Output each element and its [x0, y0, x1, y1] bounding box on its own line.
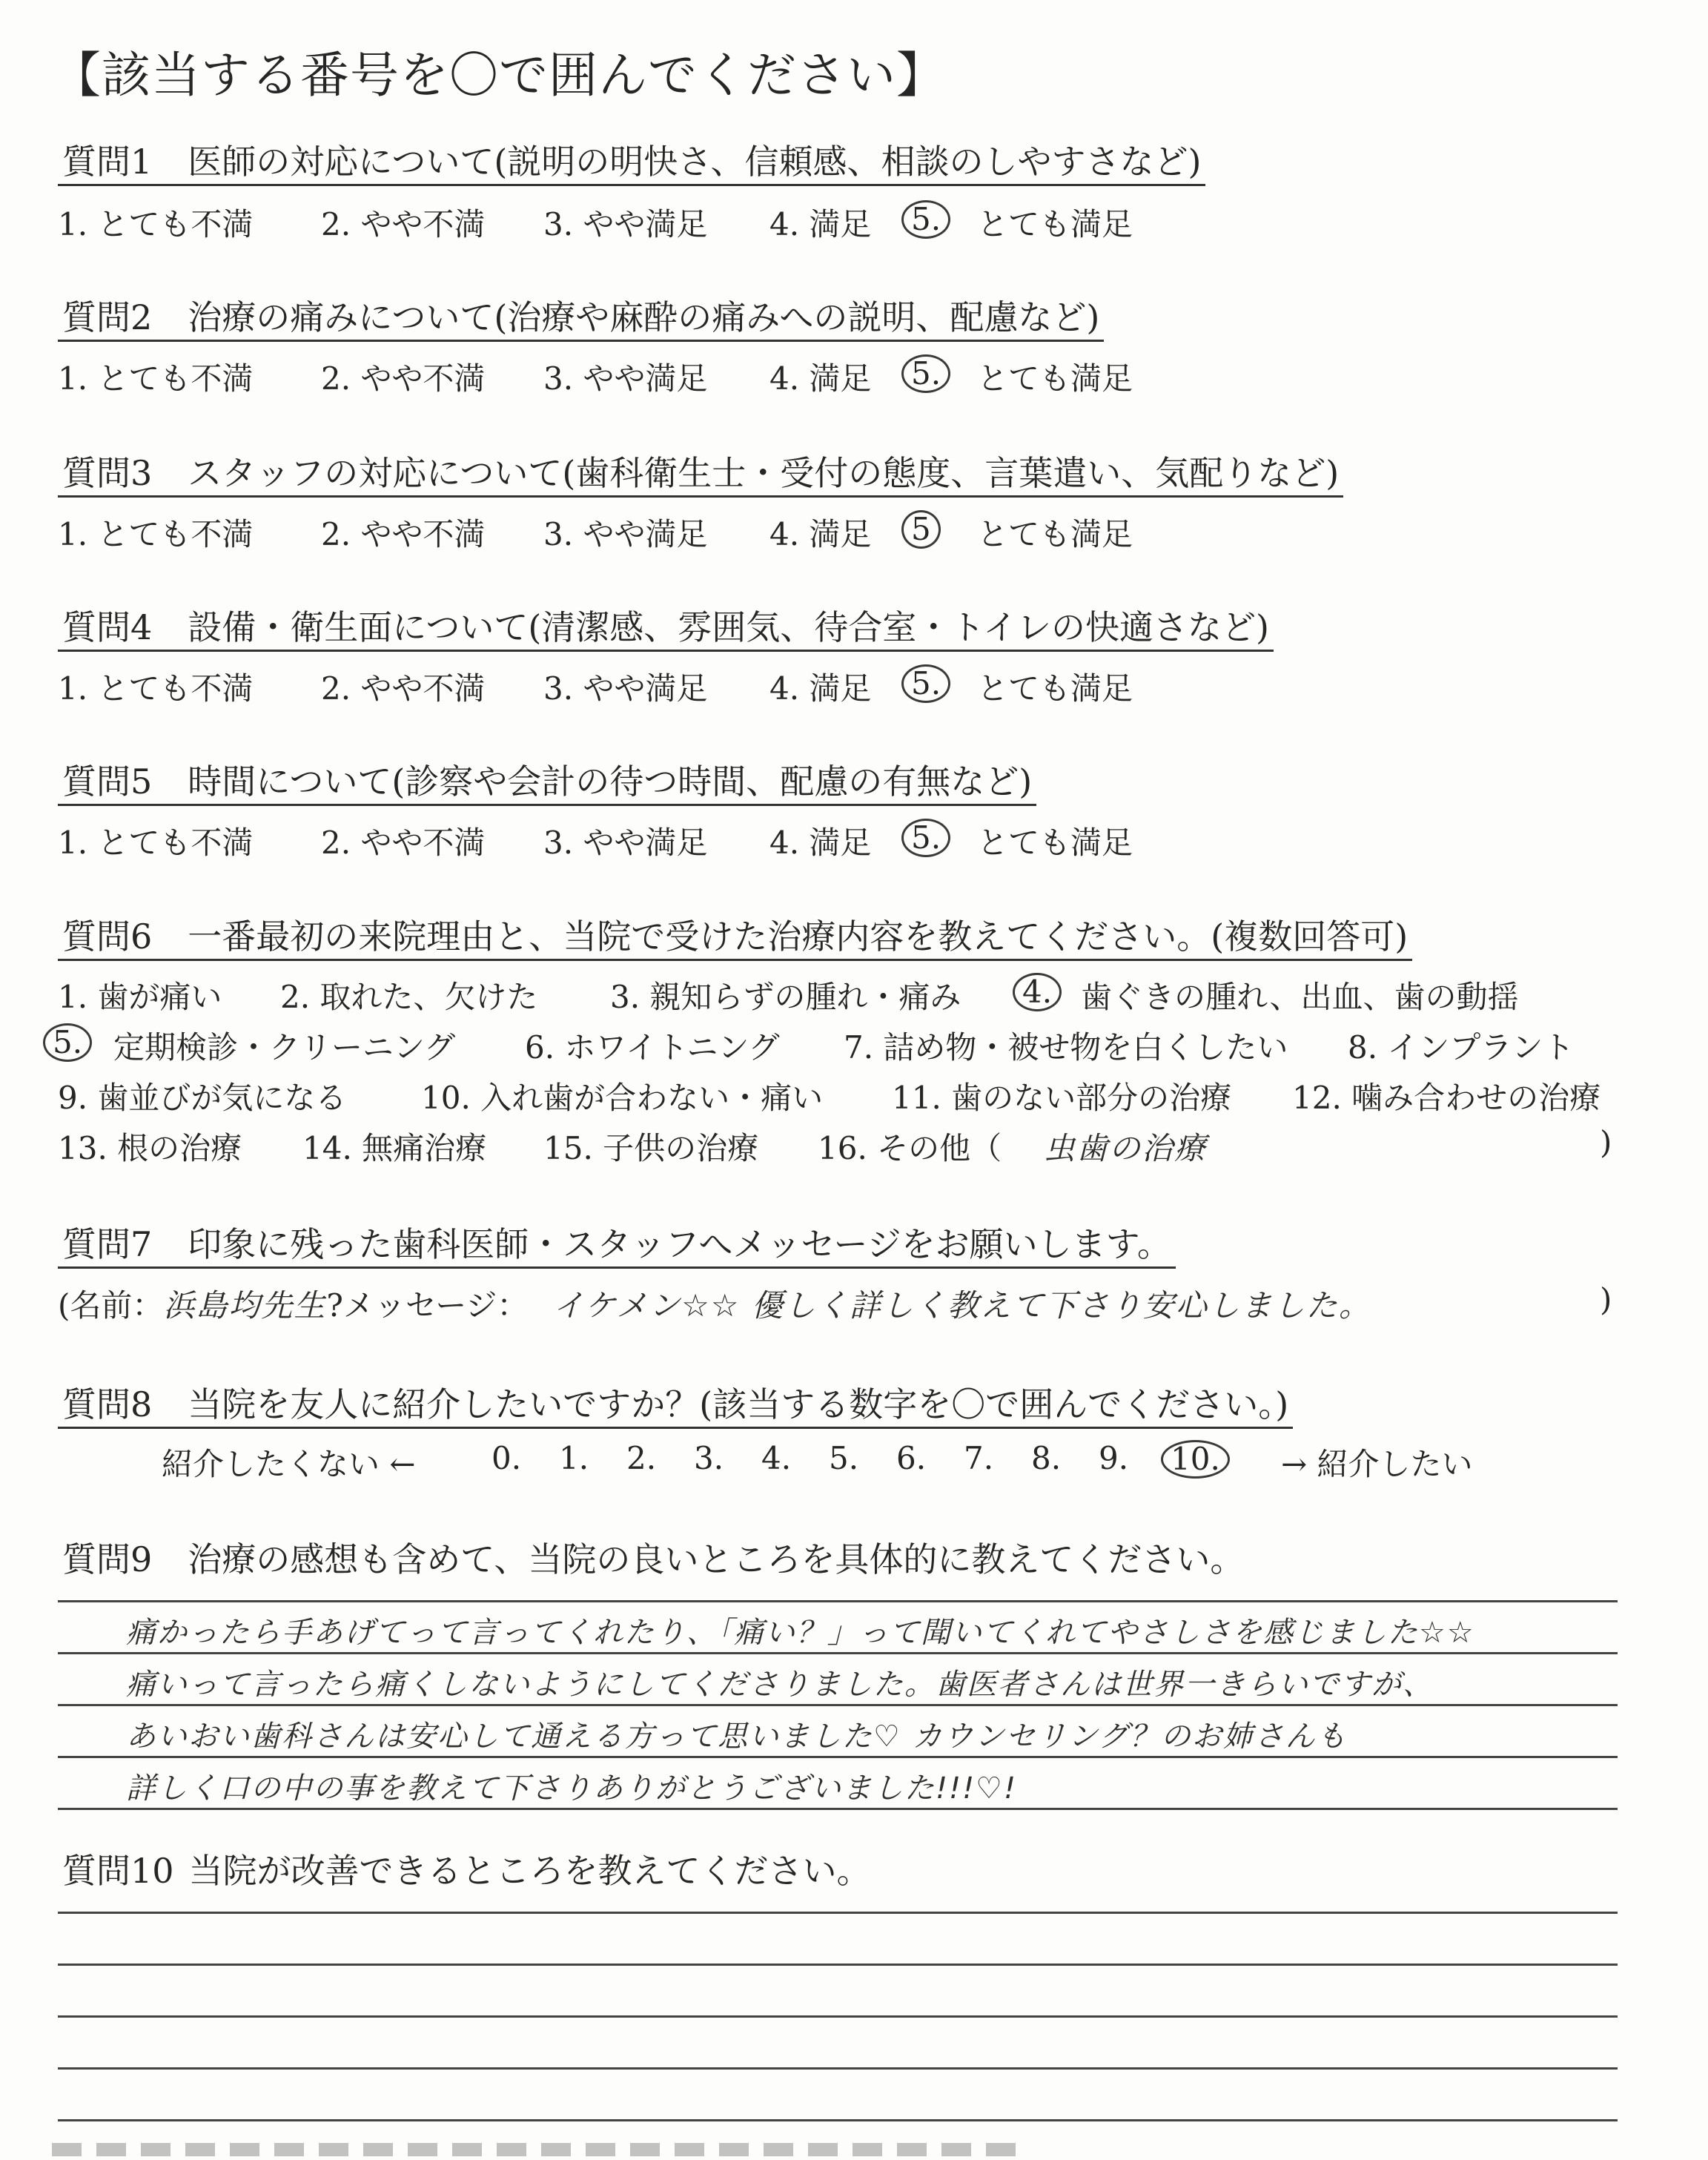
q9-answer-line-3[interactable]: あいおい歯科さんは安心して通える方って思いました♡ カウンセリング？のお姉さんも — [126, 1720, 1348, 1754]
question-number: 質問8 — [62, 1384, 153, 1424]
option-4[interactable]: 4. 満足 — [769, 516, 872, 552]
q9-answer-line-2[interactable]: 痛いって言ったら痛くしないようにしてくださりました。歯医者さんは世界一きらいですが、 — [126, 1668, 1434, 1702]
option-4[interactable]: 4. 満足 — [769, 360, 872, 397]
question-number: 質問5 — [62, 762, 153, 802]
option[interactable]: 6. ホワイトニング — [525, 1029, 780, 1066]
question-number: 質問10 — [62, 1851, 174, 1891]
scale-7[interactable]: 7. — [964, 1440, 994, 1476]
option[interactable]: 14. 無痛治療 — [302, 1130, 487, 1166]
option-5-label: とても満足 — [977, 516, 1133, 552]
question-number: 質問1 — [62, 142, 153, 182]
answer-rule — [58, 1600, 1618, 1602]
question-text: 印象に残った歯科医師・スタッフへメッセージをお願いします。 — [188, 1224, 1171, 1264]
scale-9[interactable]: 9. — [1099, 1440, 1129, 1476]
question-5 — [58, 761, 1036, 806]
answer-rule — [58, 1808, 1618, 1810]
scale-2[interactable]: 2. — [626, 1440, 657, 1476]
option-3[interactable]: 3. やや満足 — [543, 206, 708, 242]
option-2[interactable]: 2. やや不満 — [321, 825, 486, 861]
question-number: 質問9 — [62, 1539, 153, 1579]
question-8 — [58, 1384, 1293, 1429]
option-4[interactable]: 4. 満足 — [769, 825, 872, 861]
question-text: 治療の感想も含めて、当院の良いところを具体的に教えてください。 — [188, 1539, 1245, 1579]
option-1[interactable]: 1. とても不満 — [58, 516, 254, 552]
option-1[interactable]: 1. とても不満 — [58, 206, 254, 242]
scale-5[interactable]: 5. — [829, 1440, 859, 1476]
option-4[interactable]: 4. 満足 — [769, 670, 872, 707]
question-text: 当院が改善できるところを教えてください。 — [188, 1851, 871, 1891]
option[interactable]: 9. 歯並びが気になる — [58, 1080, 347, 1116]
option-5-selected[interactable]: 5. — [901, 819, 950, 857]
other-answer-handwritten[interactable]: 虫歯の治療 — [1044, 1130, 1208, 1166]
close-paren: ) — [1600, 1124, 1612, 1160]
option-2[interactable]: 2. やや不満 — [321, 206, 486, 242]
option[interactable]: 8. インプラント — [1348, 1029, 1575, 1066]
question-text: 医師の対応について(説明の明快さ、信頼感、相談のしやすさなど) — [188, 142, 1202, 182]
option[interactable]: 12. 噛み合わせの治療 — [1292, 1080, 1601, 1116]
option-5-label: とても満足 — [977, 825, 1133, 861]
scale-left-label: 紹介したくない ← — [162, 1446, 416, 1482]
question-6 — [58, 916, 1412, 961]
scale-10-selected[interactable]: 10. — [1161, 1440, 1230, 1479]
message-label: ?メッセージ： — [326, 1287, 529, 1324]
page-title: 【該当する番号を〇で囲んでください】 — [52, 47, 946, 104]
answer-rule[interactable] — [58, 2067, 1618, 2070]
option-label: 歯ぐきの腫れ、出血、歯の動揺 — [1081, 979, 1519, 1015]
option-3[interactable]: 3. やや満足 — [543, 670, 708, 707]
cut-off-next-line — [52, 2143, 1016, 2156]
q7-message-row — [58, 1281, 1618, 1326]
option[interactable]: 16. その他（ — [818, 1130, 1002, 1166]
scale-6[interactable]: 6. — [896, 1440, 927, 1476]
option-3[interactable]: 3. やや満足 — [543, 360, 708, 397]
option-5-label: とても満足 — [977, 360, 1133, 397]
option[interactable]: 2. 取れた、欠けた — [280, 979, 538, 1015]
name-value-handwritten[interactable]: 浜島均先生 — [163, 1287, 327, 1324]
option-2[interactable]: 2. やや不満 — [321, 516, 486, 552]
option-1[interactable]: 1. とても不満 — [58, 670, 254, 707]
option-5-selected[interactable]: 5. — [43, 1023, 92, 1062]
option-3[interactable]: 3. やや満足 — [543, 825, 708, 861]
question-number: 質問4 — [62, 607, 153, 647]
question-text: 当院を友人に紹介したいですか？(該当する数字を〇で囲んでください。) — [188, 1384, 1289, 1424]
option-5-selected[interactable]: 5. — [901, 354, 950, 393]
scale-8[interactable]: 8. — [1031, 1440, 1062, 1476]
question-9 — [58, 1539, 1248, 1582]
scale-1[interactable]: 1. — [559, 1440, 589, 1476]
question-number: 質問7 — [62, 1224, 153, 1264]
option[interactable]: 7. 詰め物・被せ物を白くしたい — [844, 1029, 1288, 1066]
option[interactable]: 11. 歯のない部分の治療 — [892, 1080, 1232, 1116]
question-10 — [58, 1850, 875, 1893]
question-text: 治療の痛みについて(治療や麻酔の痛みへの説明、配慮など) — [188, 297, 1100, 337]
option-4[interactable]: 4. 満足 — [769, 206, 872, 242]
option[interactable]: 3. 親知らずの腫れ・痛み — [610, 979, 961, 1015]
option[interactable]: 15. 子供の治療 — [543, 1130, 759, 1166]
option-3[interactable]: 3. やや満足 — [543, 516, 708, 552]
question-text: 設備・衛生面について(清潔感、雰囲気、待合室・トイレの快適さなど) — [188, 607, 1269, 647]
question-1 — [58, 141, 1205, 186]
answer-rule — [58, 1652, 1618, 1654]
question-2 — [58, 297, 1104, 342]
answer-rule[interactable] — [58, 2015, 1618, 2018]
option-1[interactable]: 1. とても不満 — [58, 825, 254, 861]
option[interactable]: 10. 入れ歯が合わない・痛い — [421, 1080, 824, 1116]
scale-right-label: → 紹介したい — [1281, 1446, 1473, 1482]
question-text: 時間について(診察や会計の待つ時間、配慮の有無など) — [188, 762, 1033, 802]
option-5-label: とても満足 — [977, 670, 1133, 707]
option-label: 定期検診・クリーニング — [113, 1029, 456, 1066]
question-number: 質問6 — [62, 916, 153, 957]
answer-rule[interactable] — [58, 1964, 1618, 1966]
scale-0[interactable]: 0. — [491, 1440, 522, 1476]
q9-answer-line-1[interactable]: 痛かったら手あげてって言ってくれたり、「痛い？」って聞いてくれてやさしさを感じました☆☆ — [126, 1616, 1475, 1650]
close-paren: ) — [1600, 1281, 1612, 1318]
q9-answer-line-4[interactable]: 詳しく口の中の事を教えて下さりありがとうございました!!!♡! — [126, 1771, 1017, 1806]
question-text: 一番最初の来院理由と、当院で受けた治療内容を教えてください。(複数回答可) — [188, 916, 1409, 957]
answer-rule — [58, 1756, 1618, 1758]
answer-rule — [58, 1704, 1618, 1706]
message-value-handwritten[interactable]: イケメン☆☆ 優しく詳しく教えて下さり安心しました。 — [552, 1287, 1371, 1324]
option[interactable]: 1. 歯が痛い — [58, 979, 222, 1015]
option-5-label: とても満足 — [977, 206, 1133, 242]
option-5-selected[interactable]: 5. — [901, 664, 950, 703]
option[interactable]: 13. 根の治療 — [58, 1130, 242, 1166]
question-4 — [58, 607, 1274, 652]
option-4-selected[interactable]: 4. — [1013, 973, 1062, 1011]
question-text: スタッフの対応について(歯科衛生士・受付の態度、言葉遣い、気配りなど) — [188, 453, 1340, 493]
answer-rule[interactable] — [58, 1912, 1618, 1914]
scale-4[interactable]: 4. — [761, 1440, 792, 1476]
name-label: (名前： — [58, 1287, 164, 1324]
option-2[interactable]: 2. やや不満 — [321, 670, 486, 707]
option-5-selected[interactable]: 5. — [901, 200, 950, 239]
answer-rule[interactable] — [58, 2119, 1618, 2121]
question-3 — [58, 452, 1343, 498]
scale-3[interactable]: 3. — [694, 1440, 724, 1476]
option-2[interactable]: 2. やや不満 — [321, 360, 486, 397]
option-5-selected[interactable]: 5 — [901, 510, 941, 549]
question-number: 質問3 — [62, 453, 153, 493]
question-7 — [58, 1223, 1176, 1269]
option-1[interactable]: 1. とても不満 — [58, 360, 254, 397]
question-number: 質問2 — [62, 297, 153, 337]
